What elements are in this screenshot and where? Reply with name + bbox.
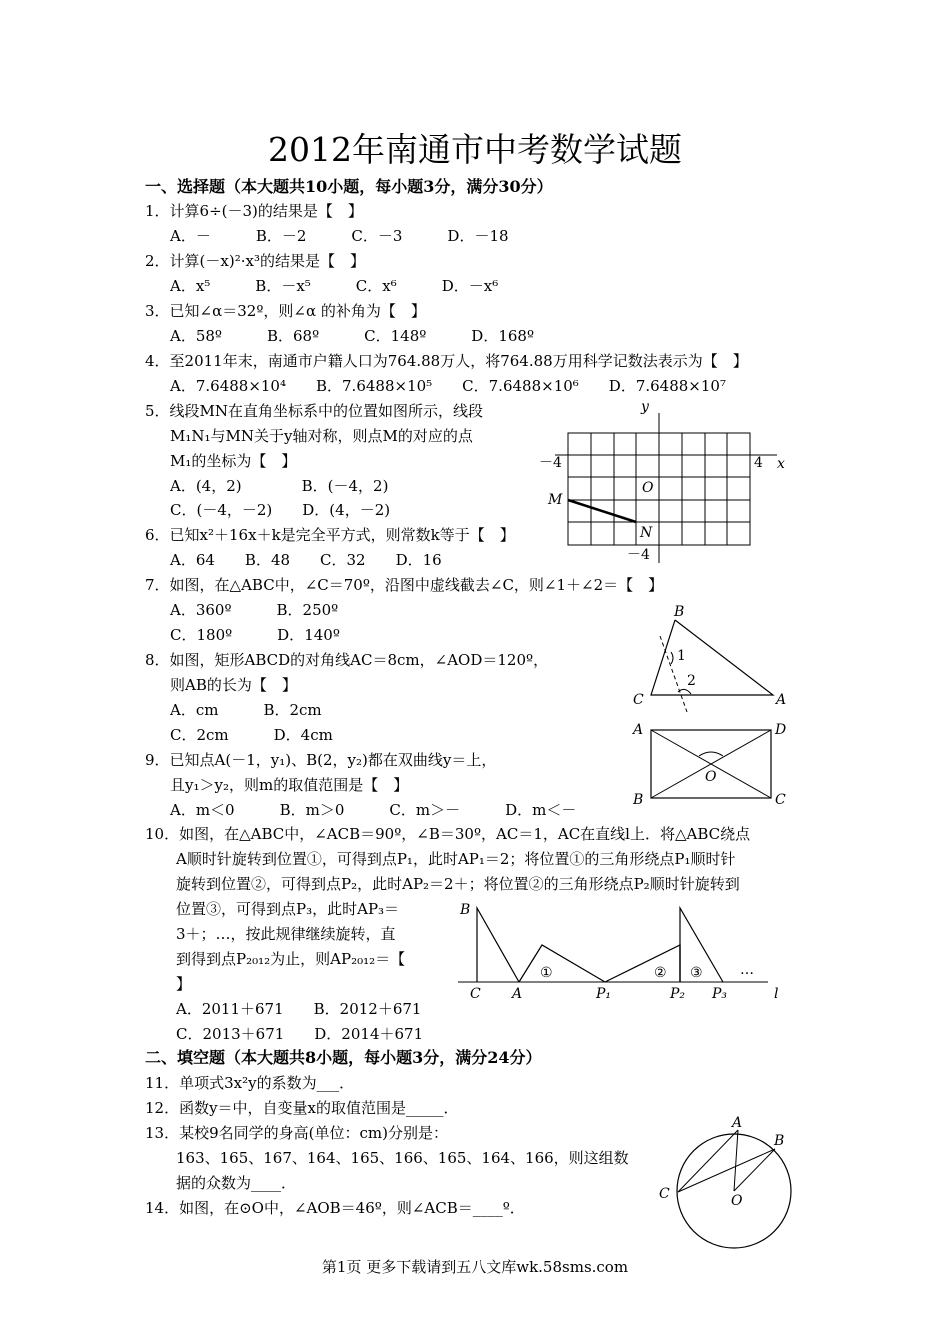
question-line: A．－ B．－2 C．－3 D．－18 bbox=[170, 227, 509, 245]
tick-label: －4 bbox=[627, 547, 650, 563]
vertex-d-label: D bbox=[775, 722, 787, 738]
triangle-abc-figure bbox=[625, 600, 795, 715]
question-line: A．58º B．68º C．148º D．168º bbox=[170, 327, 535, 345]
triangle-outline bbox=[651, 620, 773, 695]
question-line: 3＋；…，按此规律继续旋转，直 bbox=[176, 925, 396, 943]
question-line: A．360º B．250º bbox=[170, 601, 339, 619]
radius-ob bbox=[734, 1149, 775, 1191]
question-line: A．2011＋671 B．2012＋671 bbox=[176, 1000, 422, 1018]
question-line: 10．如图，在△ABC中，∠ACB＝90º，∠B＝30º，AC＝1，AC在直线l上．将△ABC绕点 bbox=[145, 825, 751, 843]
triangle-original bbox=[477, 908, 519, 982]
chord-ca bbox=[678, 1130, 738, 1192]
question-line: C．2013＋671 D．2014＋671 bbox=[176, 1025, 424, 1043]
question-line: 据的众数为____． bbox=[176, 1174, 297, 1192]
continuation-label: … bbox=[740, 962, 754, 978]
question-line: A．x⁵ B．－x⁵ C．x⁶ D．－x⁶ bbox=[170, 277, 499, 295]
point-a-label: A bbox=[732, 1115, 743, 1131]
point-p2-label: P₂ bbox=[670, 986, 686, 1002]
question-line: A．(4，2) B．(－4，2) bbox=[170, 477, 389, 495]
question-line: C．2cm D．4cm bbox=[170, 726, 333, 744]
angle-2-label: 2 bbox=[687, 673, 696, 689]
question-line: 旋转到位置②，可得到点P₂，此时AP₂＝2＋；将位置②的三角形绕点P₂顺时针旋转到 bbox=[176, 875, 740, 893]
question-line: 13．某校9名同学的身高(单位：cm)分别是： bbox=[145, 1124, 448, 1142]
question-line: C．180º D．140º bbox=[170, 626, 340, 644]
coordinate-grid-figure bbox=[535, 395, 795, 570]
question-line: 位置③，可得到点P₃，此时AP₃＝ bbox=[176, 900, 400, 918]
vertex-b-label: B bbox=[674, 604, 685, 620]
point-m-label: M bbox=[548, 492, 563, 508]
question-line: 3．已知∠α＝32º，则∠α 的补角为【 】 bbox=[145, 302, 426, 320]
question-line: 4．至2011年末，南通市户籍人口为764.88万人，将764.88万用科学记数法表示为【 】 bbox=[145, 352, 748, 370]
question-line: M₁N₁与MN关于y轴对称，则点M的对应的点 bbox=[170, 427, 473, 445]
point-a-label: A bbox=[512, 986, 523, 1002]
line-l-label: l bbox=[774, 986, 779, 1002]
question-line: 8．如图，矩形ABCD的对角线AC＝8cm，∠AOD＝120º， bbox=[145, 651, 549, 669]
question-line: A．m＜0 B．m＞0 C．m＞－ D．m＜－ bbox=[170, 801, 577, 819]
rectangle-abcd-figure bbox=[625, 718, 795, 813]
question-line: 12．函数y＝中，自变量x的取值范围是_____． bbox=[145, 1099, 459, 1117]
question-line: 163、165、167、164、165、166、165、164、166，则这组数 bbox=[176, 1149, 629, 1167]
tick-label: 4 bbox=[754, 455, 763, 471]
position-1-label: ① bbox=[540, 965, 553, 981]
tick-label: －4 bbox=[539, 455, 562, 471]
question-line: A．cm B．2cm bbox=[170, 701, 322, 719]
question-line: 且y₁＞y₂，则m的取值范围是【 】 bbox=[170, 776, 409, 794]
section-heading-fill: 二、填空题（本大题共8小题，每小题3分，满分24分） bbox=[145, 1048, 542, 1067]
vertex-a-label: A bbox=[776, 692, 787, 708]
angle-1-label: 1 bbox=[677, 648, 686, 664]
question-line: A．7.6488×10⁴ B．7.6488×10⁵ C．7.6488×10⁶ D．7.6488×10⁷ bbox=[170, 377, 726, 395]
vertex-c-label: C bbox=[633, 692, 644, 708]
vertex-b-label: B bbox=[633, 792, 644, 808]
question-line: C．(－4，－2) D．(4，－2) bbox=[170, 501, 391, 519]
question-line: 5．线段MN在直角坐标系中的位置如图所示，线段 bbox=[145, 402, 484, 420]
question-line: 1．计算6÷(－3)的结果是【 】 bbox=[145, 202, 363, 220]
question-line: 9．已知点A(－1，y₁)、B(2，y₂)都在双曲线y＝上， bbox=[145, 751, 497, 769]
question-line: 】 bbox=[176, 975, 192, 993]
chord-cb bbox=[678, 1149, 775, 1192]
center-o-label: O bbox=[731, 1193, 743, 1209]
radius-oa bbox=[734, 1130, 738, 1191]
segment-mn bbox=[568, 500, 636, 522]
page-footer: 第1页 更多下载请到五八文库wk.58sms.com bbox=[321, 1258, 629, 1276]
position-2-label: ② bbox=[654, 965, 667, 981]
question-line: 2．计算(－x)²·x³的结果是【 】 bbox=[145, 252, 365, 270]
question-line: A顺时针旋转到位置①，可得到点P₁，此时AP₁＝2；将位置①的三角形绕点P₁顺时针 bbox=[176, 850, 736, 868]
y-axis-label: y bbox=[641, 399, 649, 415]
section-heading-choice: 一、选择题（本大题共10小题，每小题3分，满分30分） bbox=[145, 177, 553, 196]
point-b-label: B bbox=[774, 1133, 785, 1149]
vertex-c-label: C bbox=[775, 792, 786, 808]
point-c-label: C bbox=[659, 1186, 670, 1202]
point-p3-label: P₃ bbox=[712, 986, 728, 1002]
origin-label: O bbox=[642, 480, 654, 496]
center-o-label: O bbox=[705, 769, 717, 785]
triangle-position-2 bbox=[605, 945, 680, 982]
angle-aod-arc bbox=[699, 752, 723, 756]
question-line: 到得到点P₂₀₁₂为止，则AP₂₀₁₂＝【 bbox=[176, 950, 406, 968]
vertex-a-label: A bbox=[633, 722, 644, 738]
question-line: A．64 B．48 C．32 D．16 bbox=[170, 551, 442, 569]
position-3-label: ③ bbox=[690, 965, 703, 981]
rotation-figure bbox=[450, 898, 795, 1006]
point-c-label: C bbox=[470, 986, 481, 1002]
question-line: 则AB的长为【 】 bbox=[170, 676, 297, 694]
question-line: 14．如图，在⊙O中，∠AOB＝46º，则∠ACB＝____º． bbox=[145, 1199, 525, 1217]
point-p1-label: P₁ bbox=[596, 986, 612, 1002]
circle-o-figure bbox=[650, 1108, 800, 1258]
question-line: M₁的坐标为【 】 bbox=[170, 452, 297, 470]
point-b-label: B bbox=[460, 902, 471, 918]
angle-1-arc bbox=[671, 652, 673, 664]
x-axis-label: x bbox=[777, 456, 785, 472]
triangle-position-1 bbox=[519, 945, 605, 982]
question-line: 6．已知x²＋16x＋k是完全平方式，则常数k等于【 】 bbox=[145, 526, 515, 544]
point-n-label: N bbox=[640, 525, 653, 541]
question-line: 7．如图，在△ABC中，∠C＝70º，沿图中虚线截去∠C，则∠1＋∠2＝【 】 bbox=[145, 576, 664, 594]
page-title: 2012年南通市中考数学试题 bbox=[268, 130, 682, 169]
question-line: 11．单项式3x²y的系数为___． bbox=[145, 1074, 355, 1092]
